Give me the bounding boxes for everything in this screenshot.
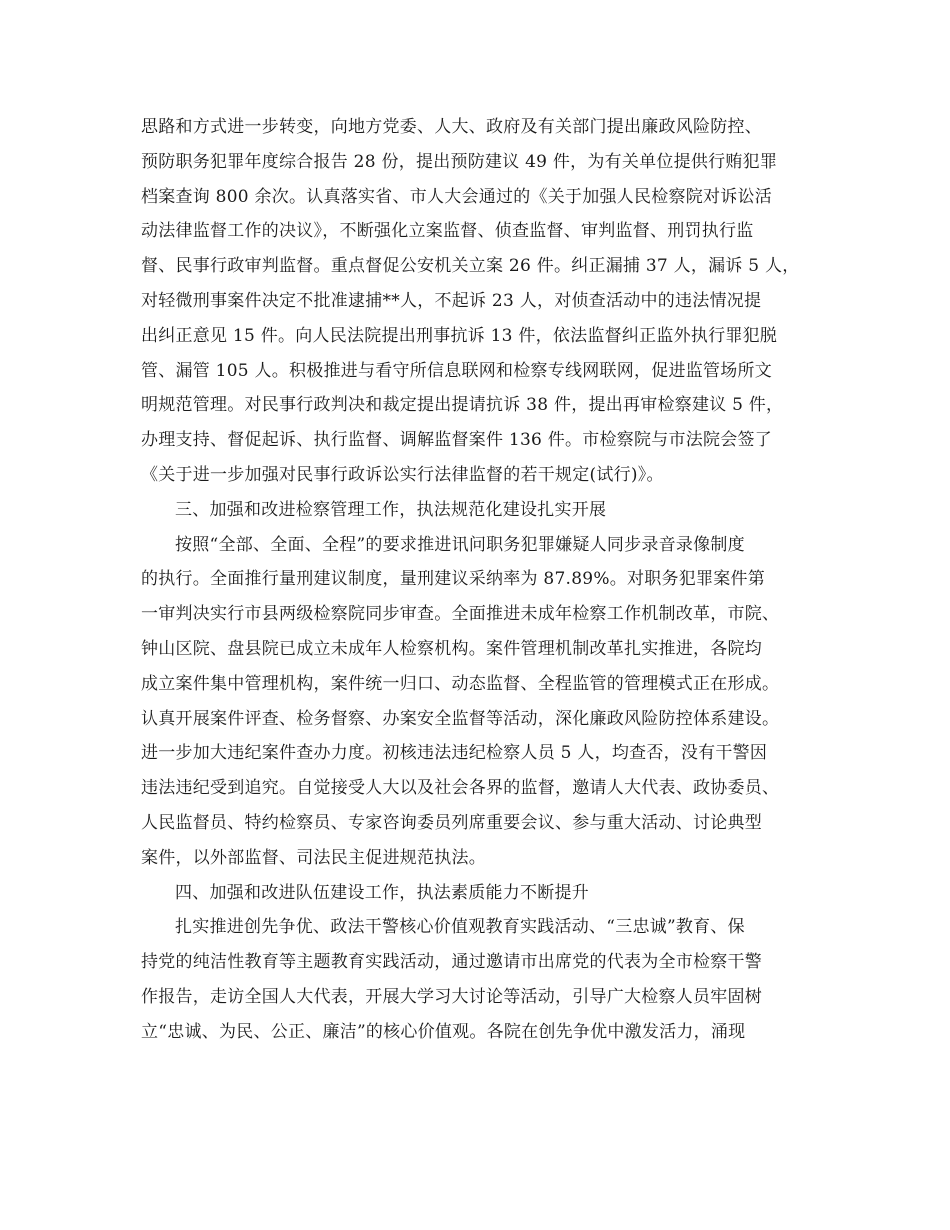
text-line: 明规范管理。对民事行政判决和裁定提出提请抗诉 38 件，提出再审检察建议 5 件， — [141, 395, 784, 416]
text-line: 管、漏管 105 人。积极推进与看守所信息联网和检察专线网联网，促进监管场所文 — [141, 360, 773, 381]
text-line: 督、民事行政审判监督。重点督促公安机关立案 26 件。纠正漏捕 37 人，漏诉 5 人， — [141, 256, 800, 277]
text-line: 预防职务犯罪年度综合报告 28 份，提出预防建议 49 件，为有关单位提供行贿犯罪 — [141, 151, 778, 172]
text-line: 持党的纯洁性教育等主题教育实践活动，通过邀请市出席党的代表为全市检察干警 — [141, 952, 762, 973]
text-line: 人民监督员、特约检察员、专家咨询委员列席重要会议、参与重大活动、讨论典型 — [141, 812, 762, 833]
text-line: 进一步加大违纪案件查办力度。初核违法违纪检察人员 5 人，均查否，没有干警因 — [141, 743, 768, 764]
text-line: 的执行。全面推行量刑建议制度，量刑建议采纳率为 87.89%。对职务犯罪案件第 — [141, 569, 765, 590]
text-line: 动法律监督工作的决议》，不断强化立案监督、侦查监督、审判监督、刑罚执行监 — [141, 221, 754, 242]
paragraph-first-line: 扎实推进创先争优、政法干警核心价值观教育实践活动、“三忠诚”教育、保 — [175, 917, 745, 938]
text-line: 档案查询 800 余次。认真落实省、市人大会通过的《关于加强人民检察院对诉讼活 — [141, 186, 773, 207]
text-line: 出纠正意见 15 件。向人民法院提出刑事抗诉 13 件，依法监督纠正监外执行罪犯脱 — [141, 325, 778, 346]
text-line: 作报告，走访全国人大代表，开展大学习大讨论等活动，引导广大检察人员牢固树 — [141, 986, 762, 1007]
document-body — [141, 110, 821, 1050]
text-line: 对轻微刑事案件决定不批准逮捕**人，不起诉 23 人，对侦查活动中的违法情况提 — [141, 290, 762, 311]
paragraph-first-line: 四、加强和改进队伍建设工作，执法素质能力不断提升 — [175, 882, 589, 903]
paragraph-first-line: 按照“全部、全面、全程”的要求推进讯问职务犯罪嫌疑人同步录音录像制度 — [175, 534, 745, 555]
document-page — [141, 110, 821, 1050]
text-line: 认真开展案件评查、检务督察、办案安全监督等活动，深化廉政风险防控体系建设。 — [141, 708, 780, 729]
text-line: 一审判决实行市县两级检察院同步审查。全面推进未成年检察工作机制改革，市院、 — [141, 604, 780, 625]
text-line: 钟山区院、盘县院已成立未成年人检察机构。案件管理机制改革扎实推进，各院均 — [141, 638, 762, 659]
text-line: 成立案件集中管理机构，案件统一归口、动态监督、全程监管的管理模式正在形成。 — [141, 673, 780, 694]
text-line: 立“忠诚、为民、公正、廉洁”的核心价值观。各院在创先争优中激发活力，涌现 — [141, 1021, 746, 1042]
text-line: 思路和方式进一步转变，向地方党委、人大、政府及有关部门提出廉政风险防控、 — [141, 117, 762, 137]
paragraph-first-line: 三、加强和改进检察管理工作，执法规范化建设扎实开展 — [175, 499, 607, 520]
text-line: 《关于进一步加强对民事行政诉讼实行法律监督的若干规定(试行)》。 — [141, 464, 664, 485]
text-line: 办理支持、督促起诉、执行监督、调解监督案件 136 件。市检察院与市法院会签了 — [141, 430, 773, 451]
text-line: 案件，以外部监督、司法民主促进规范执法。 — [141, 847, 486, 868]
text-line: 违法违纪受到追究。自觉接受人大以及社会各界的监督，邀请人大代表、政协委员、 — [141, 778, 780, 799]
